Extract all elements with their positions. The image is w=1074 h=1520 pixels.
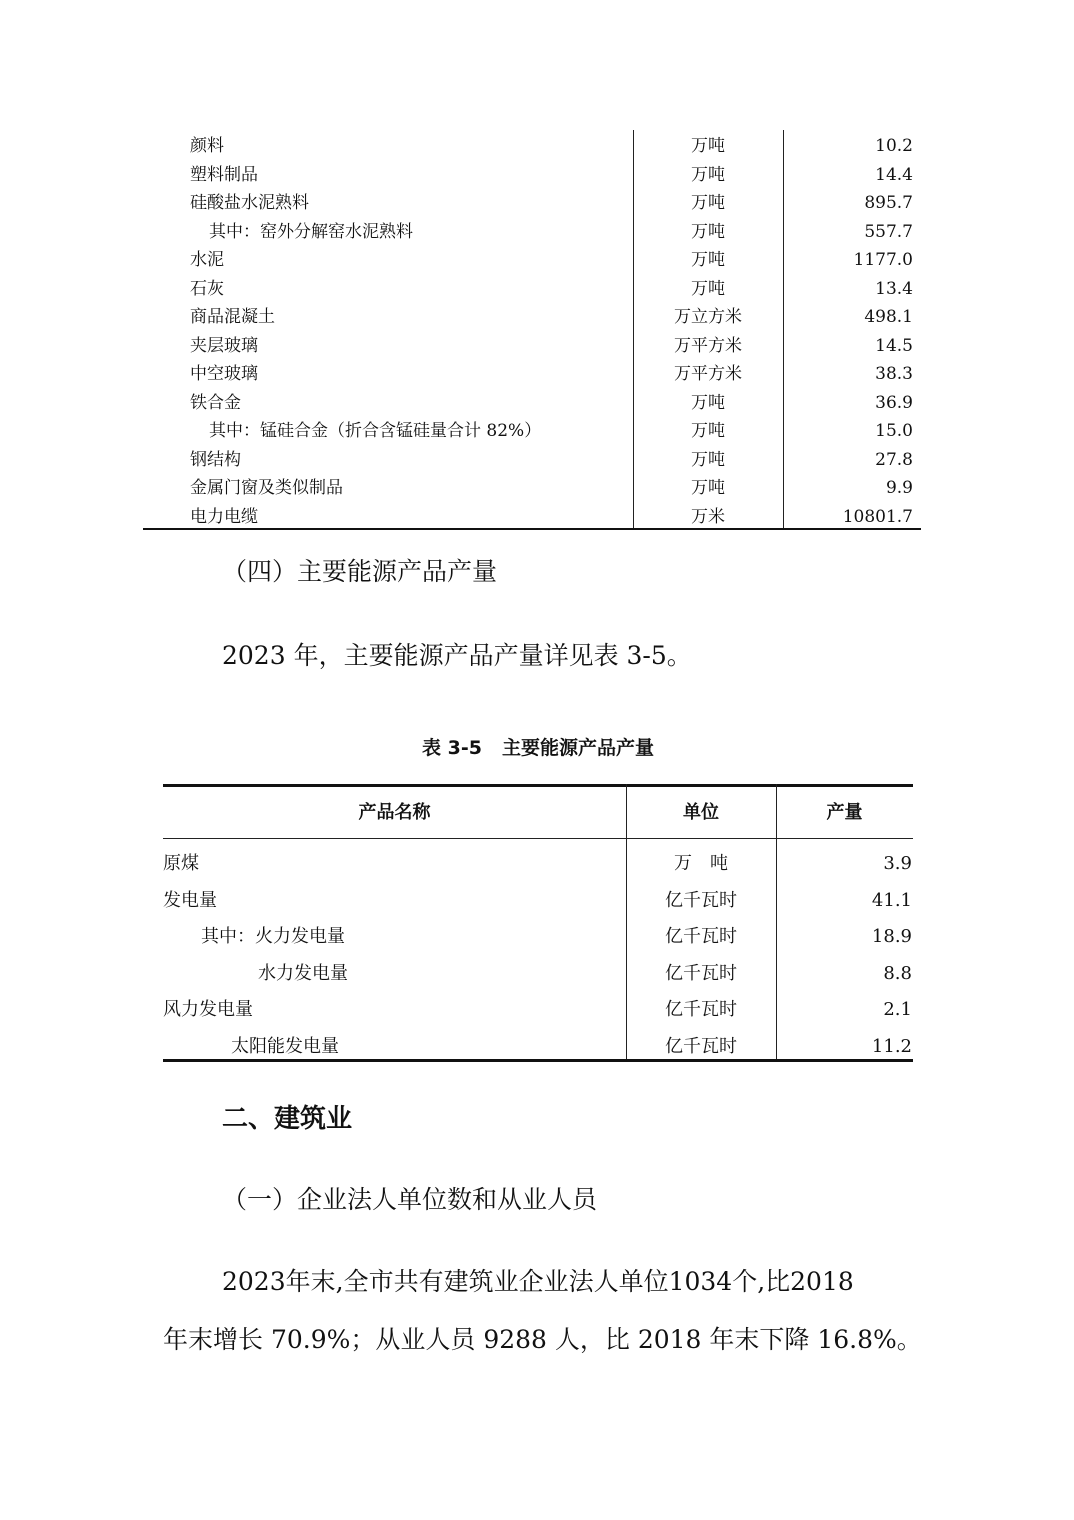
product-value: 15.0 (875, 421, 913, 441)
product-unit: 万吨 (691, 193, 725, 213)
table-row (143, 218, 921, 246)
product-name: 太阳能发电量 (231, 1036, 339, 1057)
table-header-output: 产量 (826, 802, 863, 823)
product-unit: 亿千瓦时 (665, 962, 737, 984)
product-unit: 万平方米 (674, 364, 742, 384)
table-row (143, 417, 921, 445)
product-unit: 万吨 (691, 164, 725, 185)
product-name: 石灰 (190, 278, 224, 299)
product-name: 电力电缆 (190, 506, 258, 527)
table-bottom-rule (143, 528, 921, 530)
product-unit: 亿千瓦时 (665, 999, 737, 1021)
product-name: 中空玻璃 (190, 364, 258, 384)
table-bottom-rule (163, 1059, 913, 1062)
product-unit: 万吨 (691, 221, 725, 242)
table-row (143, 132, 921, 160)
product-value: 38.3 (875, 364, 913, 384)
table-row (143, 446, 921, 474)
product-value: 13.4 (875, 278, 913, 299)
section-paragraph-energy: 2023 年，主要能源产品产量详见表 3-5。 (222, 641, 692, 670)
table-title: 主要能源产品产量 (501, 737, 654, 759)
table-row (163, 919, 913, 955)
product-unit: 万立方米 (674, 307, 742, 327)
product-unit: 万 吨 (674, 853, 728, 874)
table-energy-products (163, 784, 913, 1062)
product-name: 铁合金 (190, 392, 241, 413)
section-paragraph-line2: 年末增长 70.9%；从业人员 9288 人，比 2018 年末下降 16.8%。 (163, 1325, 922, 1354)
product-value: 2.1 (883, 999, 912, 1021)
product-value: 9.9 (885, 478, 913, 498)
product-name: 颜料 (190, 136, 224, 156)
product-unit: 万吨 (691, 392, 725, 413)
product-name: 商品混凝土 (190, 307, 275, 327)
table-row (143, 161, 921, 189)
table-caption (163, 733, 913, 760)
product-name: 其中：锰硅合金（折合含锰硅量合计 82%） (209, 421, 542, 441)
table-row (143, 275, 921, 303)
product-value: 8.8 (883, 962, 912, 984)
product-name: 水泥 (190, 250, 224, 270)
product-unit: 万吨 (691, 278, 725, 299)
section-heading-enterprises: （一）企业法人单位数和从业人员 (222, 1185, 598, 1214)
table-row (143, 474, 921, 502)
product-value: 557.7 (864, 221, 913, 242)
table-row (163, 846, 913, 882)
product-unit: 亿千瓦时 (665, 926, 737, 948)
product-value: 1177.0 (853, 250, 913, 270)
table-row (163, 992, 913, 1028)
product-name: 发电量 (163, 889, 217, 911)
product-name: 其中：窑外分解窑水泥熟料 (209, 221, 413, 242)
table-row (163, 956, 913, 992)
product-unit: 万吨 (691, 478, 725, 498)
section-heading-energy: （四）主要能源产品产量 (222, 557, 498, 586)
product-value: 10.2 (875, 136, 913, 156)
product-name: 其中：火力发电量 (201, 926, 345, 948)
product-value: 11.2 (871, 1036, 912, 1057)
product-unit: 亿千瓦时 (665, 1036, 737, 1057)
table-row (143, 246, 921, 274)
product-name: 塑料制品 (190, 164, 258, 185)
table-row (143, 303, 921, 331)
table-row (143, 389, 921, 417)
product-value: 10801.7 (842, 506, 913, 527)
table-row (143, 189, 921, 217)
table-products-continued (143, 130, 921, 530)
product-name: 水力发电量 (258, 962, 348, 984)
product-unit: 万吨 (691, 136, 725, 156)
table-header-name: 产品名称 (358, 802, 431, 823)
product-name: 硅酸盐水泥熟料 (190, 193, 309, 213)
product-name: 夹层玻璃 (190, 335, 258, 356)
table-header-rule (163, 838, 913, 839)
product-unit: 万平方米 (674, 335, 742, 356)
table-row (143, 360, 921, 388)
product-name: 钢结构 (190, 449, 241, 470)
product-value: 18.9 (871, 926, 912, 948)
product-value: 27.8 (875, 449, 913, 470)
product-value: 36.9 (875, 392, 913, 413)
product-name: 金属门窗及类似制品 (190, 478, 343, 498)
product-value: 895.7 (864, 193, 913, 213)
product-unit: 万米 (691, 506, 725, 527)
product-value: 3.9 (883, 853, 912, 874)
table-row (163, 883, 913, 919)
product-name: 风力发电量 (163, 999, 253, 1021)
product-value: 41.1 (871, 889, 912, 911)
product-value: 14.5 (875, 335, 913, 356)
product-unit: 万吨 (691, 421, 725, 441)
table-row (143, 332, 921, 360)
product-value: 498.1 (864, 307, 913, 327)
chapter-heading-construction: 二、建筑业 (222, 1104, 353, 1134)
product-unit: 亿千瓦时 (665, 889, 737, 911)
product-value: 14.4 (875, 164, 913, 185)
product-name: 原煤 (163, 853, 199, 874)
table-number: 表 3-5 (422, 737, 482, 759)
table-header-unit: 单位 (683, 802, 719, 823)
section-paragraph-line1: 2023年末,全市共有建筑业企业法人单位1034个,比2018 (222, 1267, 854, 1296)
product-unit: 万吨 (691, 449, 725, 470)
product-unit: 万吨 (691, 250, 725, 270)
table-row (143, 503, 921, 531)
